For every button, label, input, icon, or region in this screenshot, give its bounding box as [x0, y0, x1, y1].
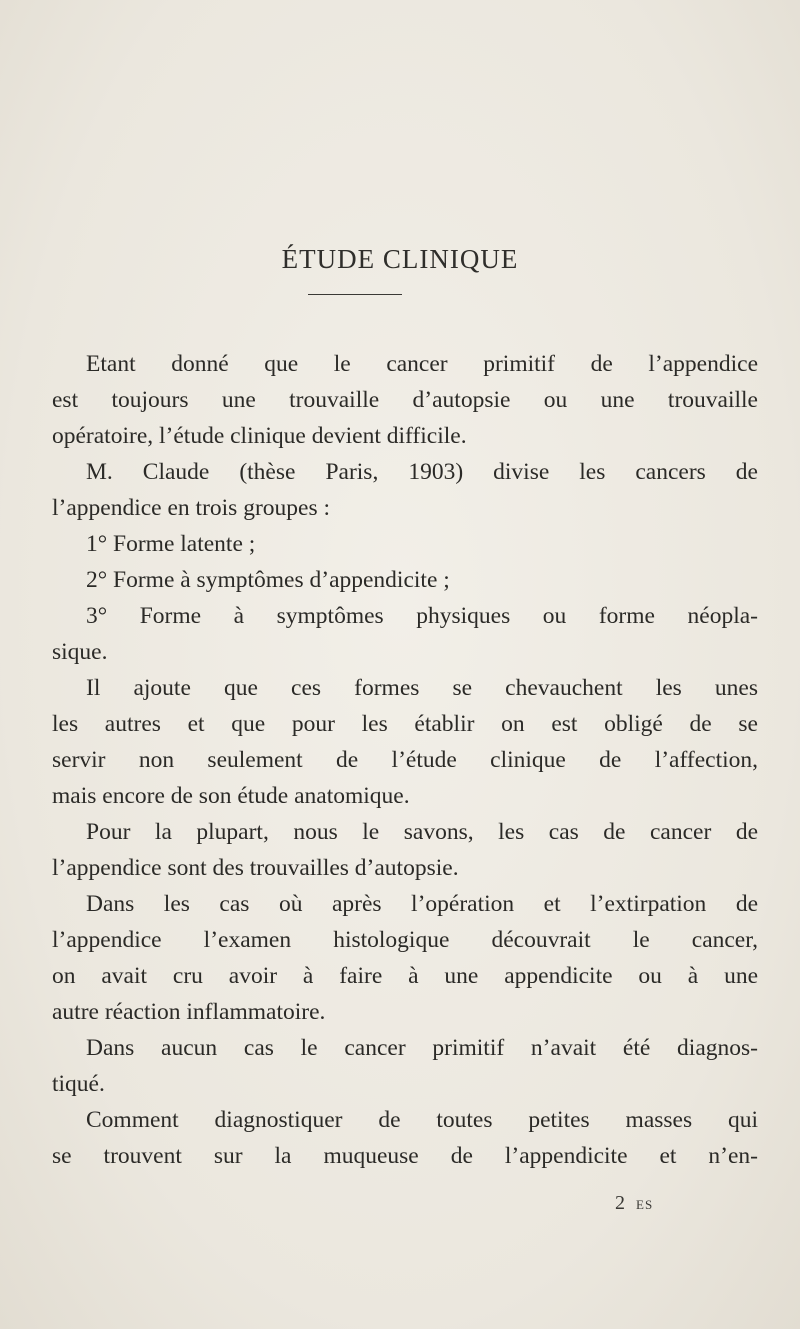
text-line: autre réaction inflammatoire.: [52, 999, 326, 1025]
title-rule: [308, 294, 402, 295]
text-line: servir non seulement de l’étude clinique de l’affection,: [52, 747, 758, 773]
text-line: 3° Forme à symptômes physiques ou forme néopla-: [86, 603, 758, 629]
text-line: est toujours une trouvaille d’autopsie ou une trouvaille: [52, 387, 758, 413]
text-line: se trouvent sur la muqueuse de l’appendicite et n’en-: [52, 1143, 758, 1169]
text-line: Dans les cas où après l’opération et l’extirpation de: [86, 891, 758, 917]
text-line: tiqué.: [52, 1071, 105, 1097]
text-line: l’appendice sont des trouvailles d’autopsie.: [52, 855, 459, 881]
text-line: Comment diagnostiquer de toutes petites masses qui: [86, 1107, 758, 1133]
text-line: Pour la plupart, nous le savons, les cas de cancer de: [86, 819, 758, 845]
text-line: Etant donné que le cancer primitif de l’appendice: [86, 351, 758, 377]
signature-number: 2: [615, 1192, 626, 1214]
chapter-title: ÉTUDE CLINIQUE: [281, 244, 519, 274]
text-line: opératoire, l’étude clinique devient difficile.: [52, 423, 467, 449]
text-line: l’appendice l’examen histologique découvrait le cancer,: [52, 927, 758, 953]
text-line: 2° Forme à symptômes d’appendicite ;: [86, 567, 450, 593]
text-line: les autres et que pour les établir on est obligé de se: [52, 711, 758, 737]
text-line: 1° Forme latente ;: [86, 531, 256, 557]
body-text: [52, 346, 758, 1174]
text-line: mais encore de son étude anatomique.: [52, 783, 410, 809]
text-line: Dans aucun cas le cancer primitif n’avait été diagnos-: [86, 1035, 758, 1061]
text-line: on avait cru avoir à faire à une appendicite ou à une: [52, 963, 758, 989]
text-line: sique.: [52, 639, 108, 665]
text-line: Il ajoute que ces formes se chevauchent les unes: [86, 675, 758, 701]
text-line: M. Claude (thèse Paris, 1903) divise les cancers de: [86, 459, 758, 485]
signature-marks: ES: [636, 1197, 654, 1212]
text-line: l’appendice en trois groupes :: [52, 495, 330, 521]
printer-signature: [615, 1192, 653, 1215]
